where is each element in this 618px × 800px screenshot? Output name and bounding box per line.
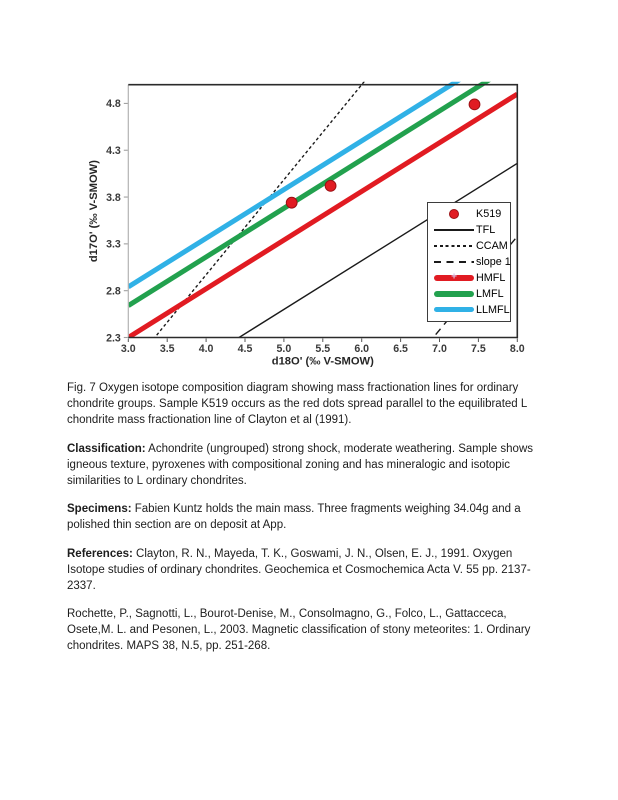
legend-item-lmfl xyxy=(434,286,510,302)
legend-item-tfl xyxy=(434,222,510,238)
references-label: References: xyxy=(67,547,133,560)
legend-swatch-k519 xyxy=(434,206,474,222)
data-point-k519 xyxy=(325,180,336,191)
legend-item-ccam xyxy=(434,238,510,254)
legend-swatch-tfl xyxy=(434,222,474,238)
legend-swatch-llmfl xyxy=(434,302,474,318)
references-text: Clayton, R. N., Mayeda, T. K., Goswami, J. N., Olsen, E. J., 1991. Oxygen Isotope studies of ordinary chondrites. Geochemica et Cosmochemica Acta V. 55 pp. 2137-2337. xyxy=(67,547,531,592)
x-tick-label: 3.0 xyxy=(120,343,136,355)
y-tick-label: 4.8 xyxy=(106,98,121,111)
chart-legend xyxy=(427,202,511,322)
legend-swatch-ccam xyxy=(434,238,474,254)
legend-label-k519: K519 xyxy=(476,208,502,221)
x-tick-label: 4.5 xyxy=(237,343,253,355)
legend-label-llmfl: LLMFL xyxy=(476,303,510,316)
x-tick-label: 4.0 xyxy=(198,343,214,355)
legend-item-llmfl xyxy=(434,302,510,318)
document-text xyxy=(67,380,551,667)
data-point-k519 xyxy=(286,197,297,208)
x-tick-label: 7.0 xyxy=(432,343,447,355)
solid-line-icon xyxy=(434,229,474,231)
thick-line-icon xyxy=(434,307,474,313)
plus-marker-icon: + xyxy=(451,271,457,283)
x-tick-label: 3.5 xyxy=(159,343,175,355)
x-tick-label: 5.5 xyxy=(315,343,331,355)
x-axis xyxy=(121,339,525,356)
legend-label-lmfl: LMFL xyxy=(476,287,504,300)
legend-item-k519 xyxy=(434,206,510,222)
legend-swatch-slope-1 xyxy=(434,254,474,270)
y-axis xyxy=(106,98,128,344)
specimens-paragraph xyxy=(67,501,551,533)
oxygen-isotope-plot xyxy=(0,0,618,378)
x-axis-title: d18O' (‰ V-SMOW) xyxy=(271,355,374,368)
legend-item-hmfl xyxy=(434,270,510,286)
x-tick-label: 7.5 xyxy=(471,343,486,355)
figure-7 xyxy=(0,0,618,380)
references-paragraph xyxy=(67,546,551,594)
legend-label-slope-1: slope 1 xyxy=(476,255,511,268)
legend-swatch-hmfl xyxy=(434,270,474,286)
thick-line-icon xyxy=(434,291,474,297)
legend-label-hmfl: HMFL xyxy=(476,271,506,284)
classification-text: Achondrite (ungrouped) strong shock, moderate weathering. Sample shows igneous texture, pyroxenes with compositional zoning and has mineralogic and isotopic similarities to L ordinary chondrites. xyxy=(67,442,533,487)
data-point-k519 xyxy=(469,99,480,110)
specimens-text: Fabien Kuntz holds the main mass. Three fragments weighing 34.04g and a polished thin section are on deposit at App. xyxy=(67,503,521,531)
legend-item-slope-1 xyxy=(434,254,510,270)
y-tick-label: 2.3 xyxy=(106,332,121,345)
figure-caption: Fig. 7 Oxygen isotope composition diagram showing mass fractionation lines for ordinary chondrite groups. Sample K519 occurs as the red dots spread parallel to the equilibrated L chondrite mass fractionation line of Clayton et al (1991). xyxy=(67,382,527,426)
y-tick-label: 4.3 xyxy=(106,145,121,158)
legend-label-tfl: TFL xyxy=(476,224,496,237)
specimens-label: Specimens: xyxy=(67,503,132,515)
fine-line-icon xyxy=(434,245,474,247)
x-tick-label: 5.0 xyxy=(276,343,292,355)
legend-label-ccam: CCAM xyxy=(476,240,508,253)
classification-label: Classification: xyxy=(67,442,146,455)
y-tick-label: 2.8 xyxy=(106,285,121,298)
y-axis-title: d17O' (‰ V-SMOW) xyxy=(88,160,100,263)
y-tick-label: 3.3 xyxy=(106,238,121,251)
long-line-icon xyxy=(434,261,474,263)
x-tick-label: 6.0 xyxy=(354,343,370,355)
x-tick-label: 6.5 xyxy=(393,343,408,355)
dot-marker-icon xyxy=(449,209,459,219)
classification-paragraph xyxy=(67,441,551,489)
y-tick-label: 3.8 xyxy=(106,191,121,204)
references-paragraph-2: Rochette, P., Sagnotti, L., Bourot-Denise, M., Consolmagno, G., Folco, L., Gattacceca, Osete,M. L. and Pesonen, L., 2003. Magnetic classification of stony meteorites: 1. Ordinary chondrites. MAPS 38, N.5, pp. 251-268. xyxy=(67,608,531,652)
x-tick-label: 8.0 xyxy=(509,343,525,355)
legend-swatch-lmfl xyxy=(434,286,474,302)
